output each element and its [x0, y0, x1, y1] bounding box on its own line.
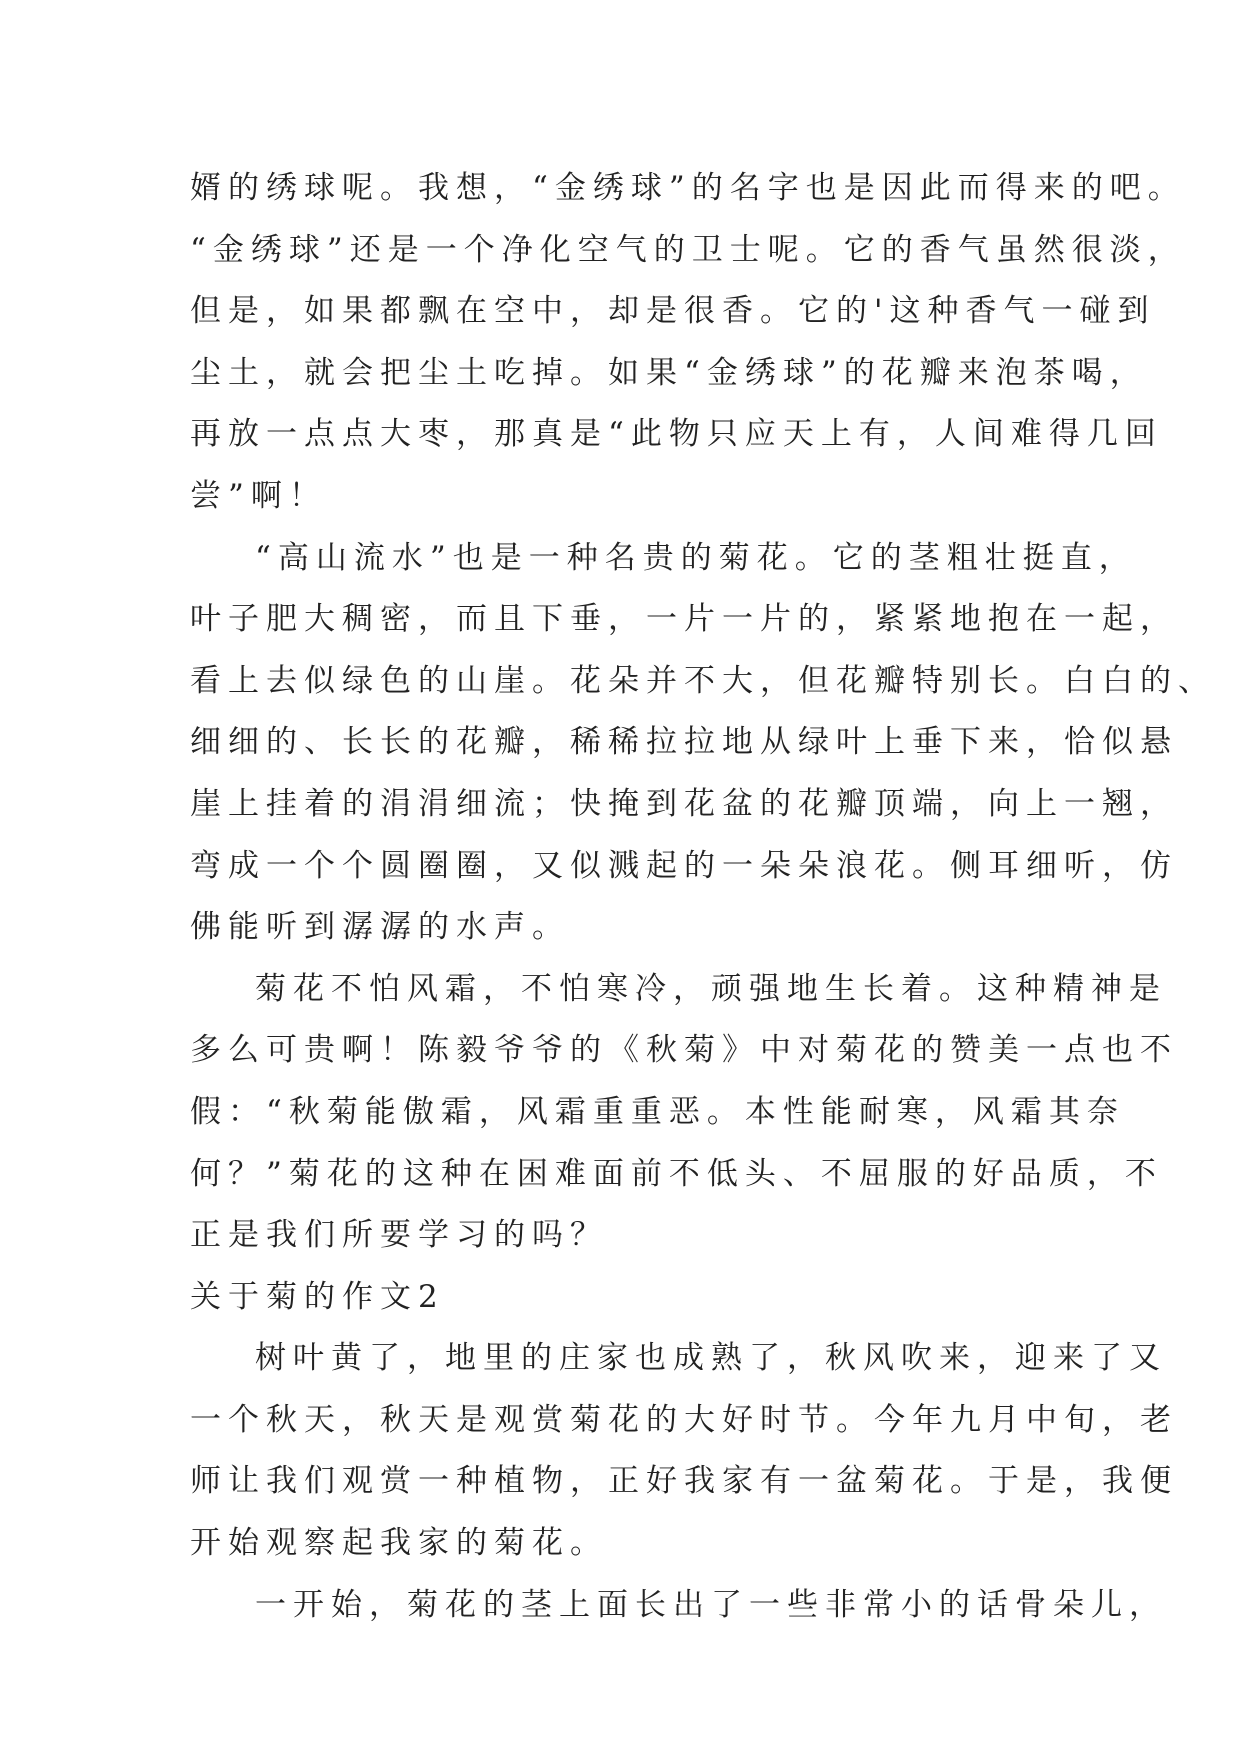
- text-line: 弯成一个个圆圈圈，又似溅起的一朵朵浪花。侧耳细听，仿: [190, 847, 1178, 884]
- text-line: 佛能听到潺潺的水声。: [190, 909, 570, 946]
- text-line: 多么可贵啊！陈毅爷爷的《秋菊》中对菊花的赞美一点也不: [190, 1032, 1178, 1069]
- text-line: 何？”菊花的这种在困难面前不低头、不屈服的好品质，不: [190, 1155, 1163, 1192]
- paragraph-start-line: 菊花不怕风霜，不怕寒冷，顽强地生长着。这种精神是: [255, 970, 1167, 1007]
- paragraph-start-line: 树叶黄了，地里的庄家也成熟了，秋风吹来，迎来了又: [255, 1340, 1167, 1377]
- text-line: 再放一点点大枣，那真是“此物只应天上有，人间难得几回: [190, 416, 1163, 453]
- text-line: 假：“秋菊能傲霜，风霜重重恶。本性能耐寒，风霜其奈: [190, 1093, 1125, 1130]
- text-line: 崖上挂着的涓涓细流；快掩到花盆的花瓣顶端，向上一翘，: [190, 785, 1178, 822]
- text-line: 开始观察起我家的菊花。: [190, 1525, 608, 1562]
- paragraph-start-line: 一开始，菊花的茎上面长出了一些非常小的话骨朵儿，: [255, 1586, 1167, 1623]
- text-line: 但是，如果都飘在空中，却是很香。它的'这种香气一碰到: [190, 293, 1156, 330]
- text-line: 尘土，就会把尘土吃掉。如果“金绣球”的花瓣来泡茶喝，: [190, 354, 1148, 391]
- text-line: 婿的绣球呢。我想，“金绣球”的名字也是因此而得来的吧。: [190, 170, 1186, 206]
- section-heading: 关于菊的作文2: [190, 1278, 445, 1315]
- text-line: 看上去似绿色的山崖。花朵并不大，但花瓣特别长。白白的、: [190, 662, 1216, 699]
- text-line: 师让我们观赏一种植物，正好我家有一盆菊花。于是，我便: [190, 1463, 1178, 1500]
- text-line: “金绣球”还是一个净化空气的卫士呢。它的香气虽然很淡，: [190, 231, 1186, 268]
- text-line: 叶子肥大稠密，而且下垂，一片一片的，紧紧地抱在一起，: [190, 601, 1178, 638]
- text-line: 尝”啊！: [190, 477, 327, 514]
- text-line: 一个秋天，秋天是观赏菊花的大好时节。今年九月中旬，老: [190, 1401, 1178, 1438]
- document-body: [190, 158, 1216, 1636]
- paragraph-start-line: “高山流水”也是一种名贵的菊花。它的茎粗壮挺直，: [255, 539, 1137, 576]
- text-line: 正是我们所要学习的吗？: [190, 1217, 608, 1254]
- text-line: 细细的、长长的花瓣，稀稀拉拉地从绿叶上垂下来，恰似悬: [190, 724, 1178, 761]
